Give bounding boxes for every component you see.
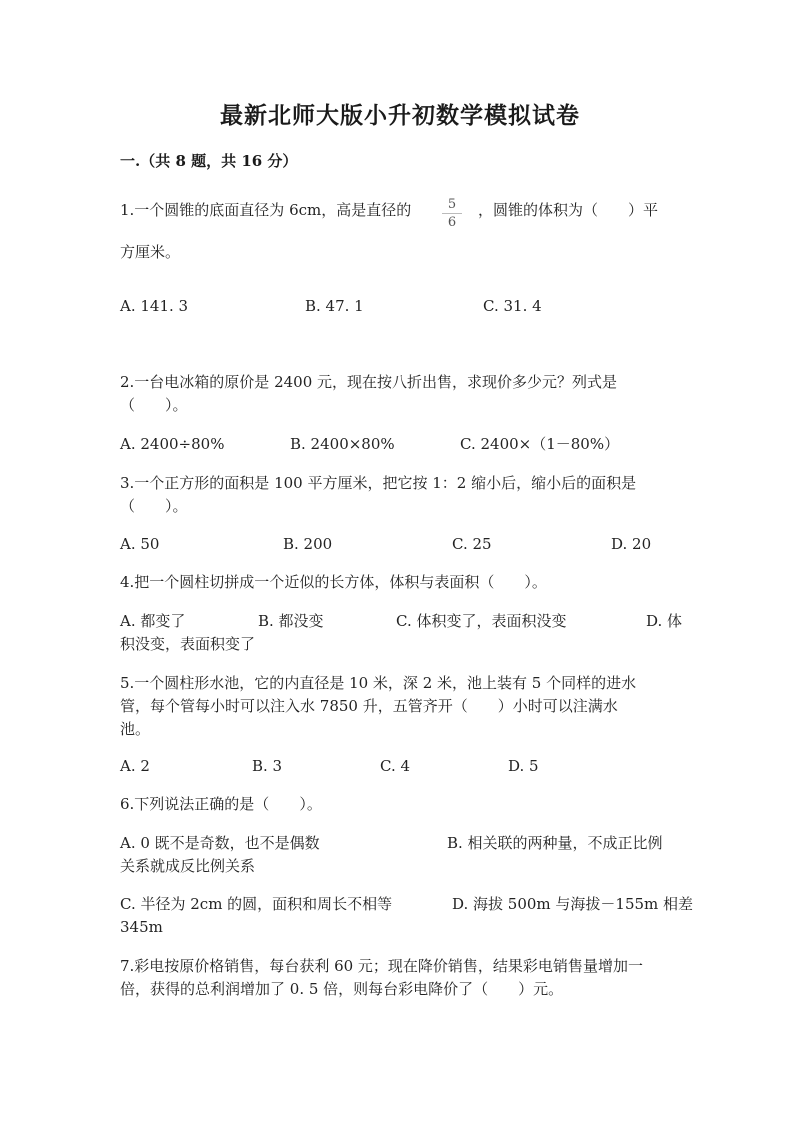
q7-text-line2: 倍，获得的总利润增加了 0. 5 倍，则每台彩电降价了（ ）元。 <box>120 980 564 998</box>
q4-option-a: A. 都变了 <box>120 612 186 630</box>
q5-text-line3: 池。 <box>120 720 151 738</box>
q1-text-line2: 方厘米。 <box>120 243 181 261</box>
q4-option-d: D. 体 <box>646 612 683 630</box>
q5-text-line2: 管，每个管每小时可以注入水 7850 升，五管齐开（ ）小时可以注满水 <box>120 697 618 715</box>
q3-text-line1: 3.一个正方形的面积是 100 平方厘米，把它按 1：2 缩小后，缩小后的面积是 <box>120 474 637 492</box>
exam-title: 最新北师大版小升初数学模拟试卷 <box>220 102 580 129</box>
section-header: 一.（共 8 题，共 16 分） <box>120 152 298 170</box>
q5-option-b: B. 3 <box>252 757 283 775</box>
q5-option-d: D. 5 <box>508 757 539 775</box>
q4-text-line1: 4.把一个圆柱切拼成一个近似的长方体，体积与表面积（ ）。 <box>120 573 547 591</box>
q1-fraction <box>442 197 462 230</box>
q4-option-d-continued: 积没变，表面积变了 <box>120 635 256 653</box>
q1-option-c: C. 31. 4 <box>483 297 542 315</box>
q2-option-b: B. 2400×80% <box>290 435 395 453</box>
q7-text-line1: 7.彩电按原价格销售，每台获利 60 元；现在降价销售，结果彩电销售量增加一 <box>120 957 643 975</box>
q6-option-d-continued: 345m <box>120 918 163 936</box>
q1-option-b: B. 47. 1 <box>305 297 364 315</box>
q6-option-c: C. 半径为 2cm 的圆，面积和周长不相等 <box>120 895 393 913</box>
q4-option-c: C. 体积变了，表面积没变 <box>396 612 567 630</box>
q2-option-a: A. 2400÷80% <box>120 435 225 453</box>
q3-option-d: D. 20 <box>611 535 652 553</box>
q6-option-d: D. 海拔 500m 与海拔－155m 相差 <box>452 895 694 913</box>
q1-option-a: A. 141. 3 <box>120 297 189 315</box>
q3-option-b: B. 200 <box>283 535 333 553</box>
q1-fraction-denominator: 6 <box>447 215 457 230</box>
q1-text-part1: 1.一个圆锥的底面直径为 6cm，高是直径的 <box>120 201 412 219</box>
q3-text-line2: （ ）。 <box>120 497 188 515</box>
q6-option-b: B. 相关联的两种量，不成正比例 <box>447 834 663 852</box>
q2-text-line2: （ ）。 <box>120 396 188 414</box>
q6-option-a: A. 0 既不是奇数，也不是偶数 <box>120 834 320 852</box>
q6-option-b-continued: 关系就成反比例关系 <box>120 857 256 875</box>
q3-option-c: C. 25 <box>452 535 492 553</box>
q5-text-line1: 5.一个圆柱形水池，它的内直径是 10 米，深 2 米，池上装有 5 个同样的进水 <box>120 674 637 692</box>
q3-option-a: A. 50 <box>120 535 160 553</box>
q2-text-line1: 2.一台电冰箱的原价是 2400 元，现在按八折出售，求现价多少元？列式是 <box>120 373 618 391</box>
q5-option-c: C. 4 <box>380 757 411 775</box>
q5-option-a: A. 2 <box>120 757 150 775</box>
q1-text-part2: ，圆锥的体积为（ ）平 <box>478 201 659 219</box>
q2-option-c: C. 2400×（1－80%） <box>460 435 620 453</box>
q6-text-line1: 6.下列说法正确的是（ ）。 <box>120 795 322 813</box>
q1-fraction-numerator: 5 <box>442 197 462 214</box>
q4-option-b: B. 都没变 <box>258 612 324 630</box>
